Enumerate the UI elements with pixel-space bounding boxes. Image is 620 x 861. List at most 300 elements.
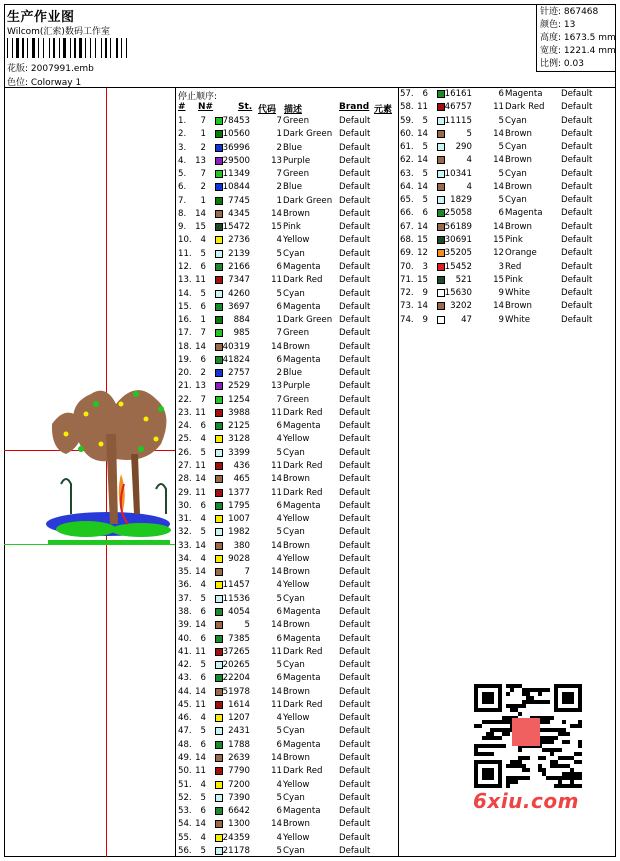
table-row <box>178 593 396 606</box>
row-description: Magenta <box>505 89 543 99</box>
row-stitches: 30691 <box>444 234 472 245</box>
row-description: Cyan <box>283 527 305 538</box>
table-row <box>178 832 396 845</box>
row-number: 12. <box>178 261 192 272</box>
row-brand: Default <box>561 168 593 179</box>
row-brand: Default <box>561 195 593 206</box>
table-row <box>400 181 618 194</box>
row-brand: Default <box>339 726 371 737</box>
color-swatch <box>215 635 223 643</box>
row-stitches: 36996 <box>222 142 250 153</box>
row-number: 15. <box>178 301 192 312</box>
row-code: 6 <box>276 261 282 272</box>
color-swatch <box>215 329 223 337</box>
row-description: Dark Green <box>283 195 333 206</box>
row-number: 60. <box>400 128 414 139</box>
row-description: Pink <box>505 234 523 245</box>
color-swatch <box>215 741 223 749</box>
row-code: 2 <box>276 182 282 193</box>
row-description: Blue <box>283 182 303 193</box>
row-description: Brown <box>283 208 310 219</box>
row-brand: Default <box>339 169 371 180</box>
row-code: 6 <box>276 500 282 511</box>
table-row <box>178 805 396 818</box>
row-code: 5 <box>276 792 282 803</box>
row-stitches: 2736 <box>228 235 250 246</box>
row-number: 63. <box>400 168 414 179</box>
row-brand: Default <box>339 301 371 312</box>
color-swatch <box>215 581 223 589</box>
row-needle: 11 <box>195 487 206 498</box>
row-number: 16. <box>178 315 192 326</box>
table-row <box>178 540 396 553</box>
table-row <box>178 725 396 738</box>
row-description: Magenta <box>283 421 321 432</box>
row-description: Magenta <box>283 806 321 817</box>
table-row <box>178 579 396 592</box>
row-brand: Default <box>339 275 371 286</box>
row-number: 4. <box>178 155 187 166</box>
row-description: Cyan <box>283 660 305 671</box>
row-needle: 2 <box>200 182 206 193</box>
row-needle: 6 <box>200 301 206 312</box>
row-needle: 5 <box>200 288 206 299</box>
row-needle: 14 <box>417 155 428 166</box>
color-swatch <box>437 223 445 231</box>
color-swatch <box>215 595 223 603</box>
row-needle: 14 <box>195 474 206 485</box>
row-number: 58. <box>400 102 414 113</box>
baseline-guide <box>4 544 175 545</box>
stop-sequence-heading: 停止顺序: <box>178 92 218 102</box>
row-code: 6 <box>276 673 282 684</box>
row-needle: 14 <box>195 686 206 697</box>
color-swatch <box>215 382 223 390</box>
row-brand: Default <box>339 474 371 485</box>
company-name: Wilcom(汇索)数码工作室 <box>7 27 110 37</box>
color-swatch <box>215 170 223 178</box>
table-row <box>178 659 396 672</box>
row-code: 4 <box>276 514 282 525</box>
row-description: Magenta <box>505 208 543 219</box>
row-brand: Default <box>339 806 371 817</box>
table-row <box>178 513 396 526</box>
row-stitches: 56189 <box>444 221 472 232</box>
row-code: 5 <box>498 142 504 153</box>
row-description: Dark Red <box>505 102 545 113</box>
row-stitches: 15452 <box>444 261 472 272</box>
row-brand: Default <box>339 315 371 326</box>
row-stitches: 4 <box>466 181 472 192</box>
table-row <box>178 526 396 539</box>
stitch-count: 针迹: 867468 <box>540 7 599 17</box>
row-brand: Default <box>561 288 593 299</box>
row-number: 7. <box>178 195 187 206</box>
row-stitches: 6642 <box>228 806 250 817</box>
color-swatch <box>437 209 445 217</box>
row-stitches: 51978 <box>222 686 250 697</box>
row-code: 14 <box>493 181 504 192</box>
row-number: 37. <box>178 593 192 604</box>
row-needle: 9 <box>422 314 428 325</box>
row-number: 52. <box>178 792 192 803</box>
table-row <box>178 234 396 247</box>
row-number: 73. <box>400 301 414 312</box>
color-swatch <box>215 674 223 682</box>
table-row <box>178 460 396 473</box>
color-swatch <box>215 847 223 855</box>
row-brand: Default <box>339 819 371 830</box>
row-description: Magenta <box>283 633 321 644</box>
color-swatch <box>437 183 445 191</box>
color-swatch <box>437 249 445 257</box>
table-row <box>400 194 618 207</box>
row-brand: Default <box>339 261 371 272</box>
row-needle: 5 <box>200 527 206 538</box>
row-needle: 15 <box>195 222 206 233</box>
row-description: Dark Red <box>283 766 323 777</box>
row-brand: Default <box>339 500 371 511</box>
row-description: Dark Red <box>283 646 323 657</box>
row-number: 2. <box>178 129 187 140</box>
row-brand: Default <box>339 779 371 790</box>
row-code: 1 <box>276 195 282 206</box>
row-needle: 6 <box>200 739 206 750</box>
row-description: Brown <box>505 301 532 312</box>
row-stitches: 21178 <box>222 845 250 856</box>
row-code: 4 <box>276 553 282 564</box>
row-code: 14 <box>271 341 282 352</box>
row-needle: 14 <box>417 181 428 192</box>
design-width: 宽度: 1221.4 mm <box>540 46 616 56</box>
color-swatch <box>215 449 223 457</box>
row-code: 11 <box>493 102 504 113</box>
color-swatch <box>437 117 445 125</box>
row-stitches: 1788 <box>228 739 250 750</box>
color-swatch <box>215 223 223 231</box>
color-swatch <box>437 196 445 204</box>
row-stitches: 24359 <box>222 832 250 843</box>
row-description: Brown <box>505 155 532 166</box>
header-number: # <box>178 102 186 112</box>
row-brand: Default <box>561 115 593 126</box>
table-row <box>178 367 396 380</box>
row-number: 44. <box>178 686 192 697</box>
row-description: Magenta <box>283 673 321 684</box>
row-number: 43. <box>178 673 192 684</box>
row-description: Brown <box>283 686 310 697</box>
color-swatch <box>437 90 445 98</box>
row-code: 14 <box>493 221 504 232</box>
color-swatch <box>215 701 223 709</box>
row-brand: Default <box>339 155 371 166</box>
row-stitches: 7745 <box>228 195 250 206</box>
header-needle: N# <box>198 102 214 112</box>
row-stitches: 985 <box>233 328 250 339</box>
row-brand: Default <box>339 660 371 671</box>
design-info-box <box>536 4 616 72</box>
row-brand: Default <box>339 699 371 710</box>
row-stitches: 7347 <box>228 275 250 286</box>
row-code: 14 <box>271 540 282 551</box>
row-number: 59. <box>400 115 414 126</box>
row-brand: Default <box>561 128 593 139</box>
row-needle: 2 <box>200 368 206 379</box>
row-code: 14 <box>493 155 504 166</box>
row-description: Brown <box>283 341 310 352</box>
table-row <box>400 261 618 274</box>
table-row <box>400 141 618 154</box>
row-description: Yellow <box>283 553 310 564</box>
row-needle: 4 <box>200 235 206 246</box>
row-code: 15 <box>271 222 282 233</box>
row-brand: Default <box>339 341 371 352</box>
table-row <box>178 301 396 314</box>
row-brand: Default <box>561 208 593 219</box>
table-row <box>178 566 396 579</box>
table-row <box>178 380 396 393</box>
header-description: 描述 <box>284 105 303 115</box>
table-row <box>400 154 618 167</box>
row-description: Magenta <box>283 606 321 617</box>
table-row <box>178 699 396 712</box>
row-description: Pink <box>505 274 523 285</box>
color-swatch <box>437 170 445 178</box>
row-stitches: 884 <box>233 315 250 326</box>
row-number: 57. <box>400 89 414 99</box>
row-stitches: 2529 <box>228 381 250 392</box>
row-stitches: 1795 <box>228 500 250 511</box>
row-number: 34. <box>178 553 192 564</box>
row-number: 20. <box>178 368 192 379</box>
table-row <box>400 247 618 260</box>
row-stitches: 15472 <box>222 222 250 233</box>
row-needle: 5 <box>200 726 206 737</box>
row-code: 3 <box>498 261 504 272</box>
row-needle: 14 <box>417 221 428 232</box>
row-code: 5 <box>498 195 504 206</box>
row-code: 11 <box>271 407 282 418</box>
color-swatch <box>437 156 445 164</box>
row-needle: 6 <box>200 606 206 617</box>
row-needle: 11 <box>195 766 206 777</box>
row-code: 2 <box>276 142 282 153</box>
row-needle: 5 <box>200 792 206 803</box>
table-row <box>178 407 396 420</box>
color-swatch <box>215 343 223 351</box>
row-number: 74. <box>400 314 414 325</box>
row-number: 23. <box>178 407 192 418</box>
row-number: 53. <box>178 806 192 817</box>
color-swatch <box>437 276 445 284</box>
row-number: 9. <box>178 222 187 233</box>
row-description: Dark Red <box>283 275 323 286</box>
row-number: 28. <box>178 474 192 485</box>
row-stitches: 7385 <box>228 633 250 644</box>
color-swatch <box>437 143 445 151</box>
table-row <box>178 354 396 367</box>
row-needle: 11 <box>195 275 206 286</box>
row-stitches: 2757 <box>228 368 250 379</box>
row-code: 1 <box>276 129 282 140</box>
row-brand: Default <box>339 195 371 206</box>
table-row <box>400 128 618 141</box>
row-description: Brown <box>283 620 310 631</box>
row-brand: Default <box>561 221 593 232</box>
row-code: 6 <box>276 739 282 750</box>
row-description: Brown <box>283 819 310 830</box>
row-needle: 4 <box>200 832 206 843</box>
color-swatch <box>215 515 223 523</box>
table-row <box>178 845 396 858</box>
color-swatch <box>437 103 445 111</box>
row-brand: Default <box>339 421 371 432</box>
color-swatch <box>437 236 445 244</box>
row-stitches: 47 <box>461 314 472 325</box>
row-needle: 5 <box>422 115 428 126</box>
row-brand: Default <box>339 461 371 472</box>
row-needle: 4 <box>200 434 206 445</box>
row-needle: 7 <box>200 328 206 339</box>
row-code: 14 <box>271 208 282 219</box>
color-swatch <box>215 369 223 377</box>
table-row <box>178 341 396 354</box>
row-stitches: 2431 <box>228 726 250 737</box>
row-number: 67. <box>400 221 414 232</box>
row-number: 27. <box>178 461 192 472</box>
row-code: 4 <box>276 713 282 724</box>
row-code: 14 <box>493 301 504 312</box>
color-swatch <box>215 555 223 563</box>
row-code: 5 <box>276 726 282 737</box>
row-description: Green <box>283 328 310 339</box>
row-description: Cyan <box>505 168 527 179</box>
table-row <box>178 473 396 486</box>
row-description: Dark Red <box>283 407 323 418</box>
color-swatch <box>215 356 223 364</box>
row-number: 45. <box>178 699 192 710</box>
row-code: 14 <box>271 567 282 578</box>
row-needle: 5 <box>422 168 428 179</box>
row-stitches: 46757 <box>444 102 472 113</box>
table-row <box>178 739 396 752</box>
row-number: 19. <box>178 354 192 365</box>
row-brand: Default <box>339 447 371 458</box>
row-brand: Default <box>561 142 593 153</box>
row-number: 48. <box>178 739 192 750</box>
row-code: 5 <box>276 845 282 856</box>
row-code: 6 <box>276 354 282 365</box>
row-stitches: 4345 <box>228 208 250 219</box>
row-needle: 6 <box>200 261 206 272</box>
row-number: 39. <box>178 620 192 631</box>
row-description: Green <box>283 116 310 126</box>
table-row <box>178 606 396 619</box>
row-stitches: 10844 <box>222 182 250 193</box>
color-swatch <box>215 608 223 616</box>
row-description: Dark Green <box>283 129 333 140</box>
row-description: Yellow <box>283 235 310 246</box>
row-brand: Default <box>339 752 371 763</box>
row-needle: 11 <box>417 102 428 113</box>
colorway-label: 色位: Colorway 1 <box>7 78 82 88</box>
row-stitches: 5 <box>466 128 472 139</box>
row-description: White <box>505 314 530 325</box>
color-swatch <box>437 316 445 324</box>
row-code: 13 <box>271 155 282 166</box>
row-code: 6 <box>276 301 282 312</box>
row-brand: Default <box>339 606 371 617</box>
row-brand: Default <box>339 222 371 233</box>
row-brand: Default <box>561 274 593 285</box>
row-number: 22. <box>178 394 192 405</box>
row-stitches: 4054 <box>228 606 250 617</box>
row-stitches: 1829 <box>450 195 472 206</box>
row-stitches: 3128 <box>228 434 250 445</box>
color-swatch <box>437 263 445 271</box>
embroidery-design-image <box>46 374 176 544</box>
row-needle: 6 <box>422 89 428 99</box>
row-stitches: 1614 <box>228 699 250 710</box>
row-description: White <box>505 288 530 299</box>
color-swatch <box>215 157 223 165</box>
table-row <box>400 300 618 313</box>
row-code: 7 <box>276 328 282 339</box>
row-needle: 6 <box>200 806 206 817</box>
row-stitches: 5 <box>244 620 250 631</box>
table-row <box>400 115 618 128</box>
row-description: Magenta <box>283 301 321 312</box>
row-code: 6 <box>276 606 282 617</box>
row-code: 14 <box>271 752 282 763</box>
color-swatch <box>215 117 223 125</box>
table-row <box>178 195 396 208</box>
row-needle: 6 <box>200 500 206 511</box>
table-row <box>178 633 396 646</box>
row-needle: 15 <box>417 234 428 245</box>
row-needle: 4 <box>200 779 206 790</box>
row-number: 51. <box>178 779 192 790</box>
table-row <box>178 208 396 221</box>
row-number: 65. <box>400 195 414 206</box>
row-brand: Default <box>339 487 371 498</box>
table-row <box>400 314 618 327</box>
row-brand: Default <box>339 354 371 365</box>
color-swatch <box>215 820 223 828</box>
row-code: 5 <box>276 527 282 538</box>
row-description: Pink <box>283 222 301 233</box>
row-description: Yellow <box>283 832 310 843</box>
table-row <box>178 288 396 301</box>
row-brand: Default <box>339 553 371 564</box>
row-needle: 15 <box>417 274 428 285</box>
row-code: 5 <box>276 288 282 299</box>
row-number: 56. <box>178 845 192 856</box>
row-number: 47. <box>178 726 192 737</box>
row-description: Orange <box>505 248 537 259</box>
table-row <box>178 314 396 327</box>
color-swatch <box>215 754 223 762</box>
row-code: 13 <box>271 381 282 392</box>
row-number: 5. <box>178 169 187 180</box>
barcode <box>7 38 141 58</box>
row-code: 5 <box>498 115 504 126</box>
table-row <box>178 779 396 792</box>
row-stitches: 10560 <box>222 129 250 140</box>
row-stitches: 29500 <box>222 155 250 166</box>
row-description: Red <box>505 261 522 272</box>
row-number: 68. <box>400 234 414 245</box>
